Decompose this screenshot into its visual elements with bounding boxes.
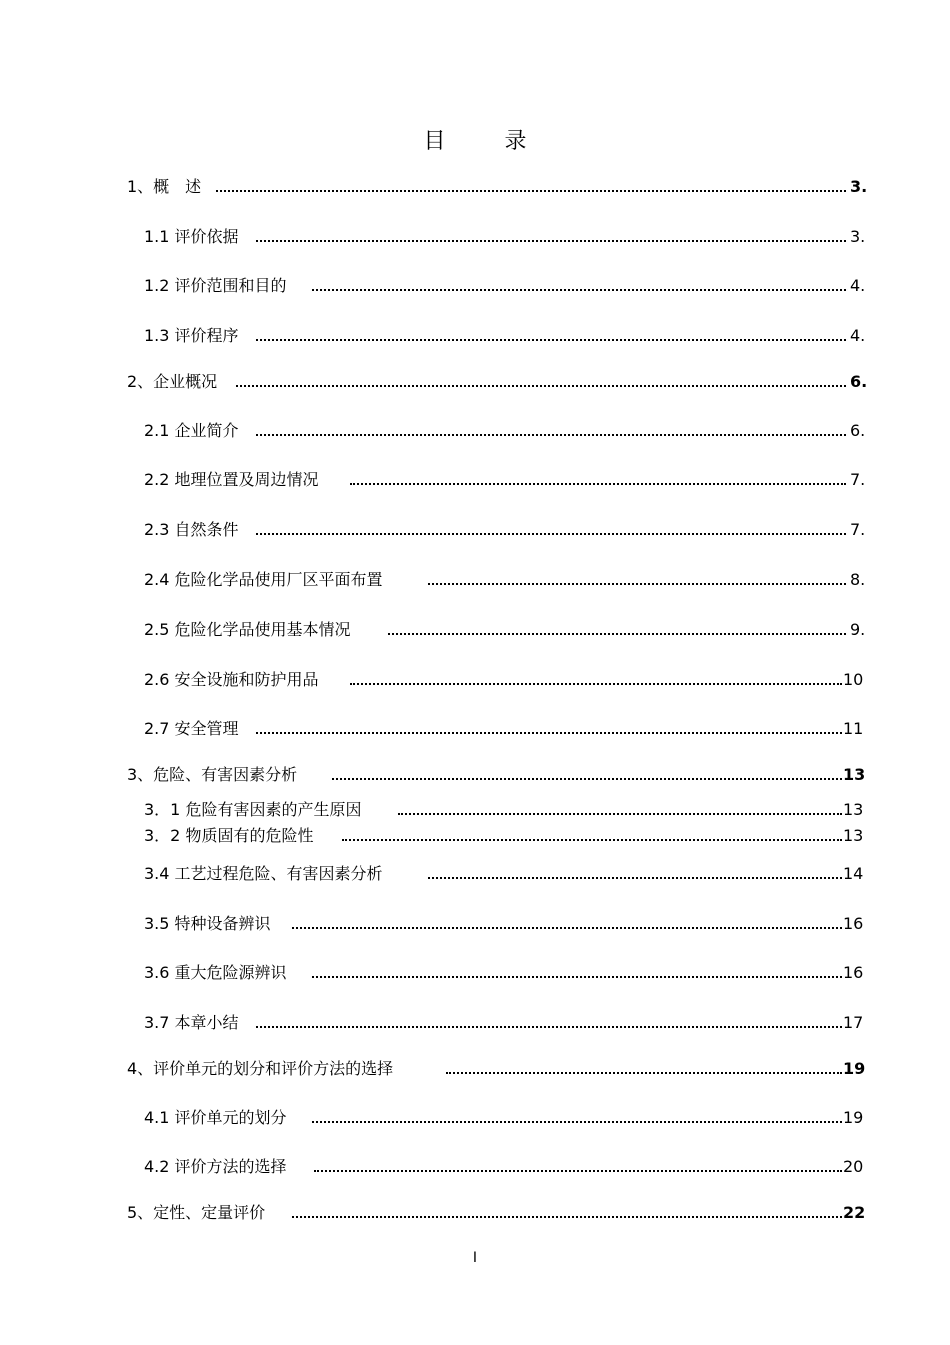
toc-entry-label: 1.1 评价依据	[144, 227, 239, 246]
toc-entry[interactable]	[0, 324, 950, 348]
toc-entry-page: 20	[843, 1157, 864, 1176]
toc-entry[interactable]	[0, 1155, 950, 1179]
toc-leader-dots	[314, 1170, 842, 1172]
toc-entry-page: 19	[843, 1059, 866, 1078]
toc-leader-dots	[388, 633, 846, 635]
toc-leader-dots	[332, 778, 842, 780]
toc-entry-label: 3．2 物质固有的危险性	[144, 826, 314, 845]
toc-entry[interactable]	[0, 798, 950, 822]
toc-entry[interactable]	[0, 468, 950, 492]
toc-entry-label: 3、危险、有害因素分析	[127, 765, 298, 784]
toc-entry-label: 3.4 工艺过程危险、有害因素分析	[144, 864, 383, 883]
toc-entry-label: 4、评价单元的划分和评价方法的选择	[127, 1059, 394, 1078]
toc-entry-label: 2.7 安全管理	[144, 719, 239, 738]
toc-entry[interactable]	[0, 175, 950, 199]
toc-entry[interactable]	[0, 274, 950, 298]
toc-entry-page: 4.	[850, 326, 866, 345]
toc-entry[interactable]	[0, 419, 950, 443]
toc-entry[interactable]	[0, 668, 950, 692]
toc-entry-page: 8.	[850, 570, 866, 589]
toc-entry-page: 13	[843, 765, 866, 784]
toc-leader-dots	[312, 1121, 842, 1123]
toc-entry-label: 5、定性、定量评价	[127, 1203, 266, 1222]
toc-entry-label: 4.1 评价单元的划分	[144, 1108, 287, 1127]
toc-entry-label: 2.1 企业简介	[144, 421, 239, 440]
toc-leader-dots	[428, 877, 842, 879]
toc-leader-dots	[256, 533, 846, 535]
toc-entry-label: 4.2 评价方法的选择	[144, 1157, 287, 1176]
toc-leader-dots	[312, 289, 846, 291]
toc-leader-dots	[256, 434, 846, 436]
toc-leader-dots	[428, 583, 846, 585]
toc-entry[interactable]	[0, 717, 950, 741]
toc-entry-label: 2.4 危险化学品使用厂区平面布置	[144, 570, 383, 589]
toc-entry-label: 2.3 自然条件	[144, 520, 239, 539]
toc-leader-dots	[446, 1072, 842, 1074]
toc-entry-page: 10	[843, 670, 864, 689]
toc-entry-label: 1、概 述	[127, 177, 202, 196]
toc-entry[interactable]	[0, 763, 950, 787]
toc-entry-page: 16	[843, 963, 864, 982]
toc-leader-dots	[312, 976, 842, 978]
toc-entry[interactable]	[0, 912, 950, 936]
toc-entry-page: 7.	[850, 470, 866, 489]
toc-entry-page: 22	[843, 1203, 866, 1222]
toc-leader-dots	[256, 339, 846, 341]
toc-entry-label: 3.7 本章小结	[144, 1013, 239, 1032]
toc-entry-page: 17	[843, 1013, 864, 1032]
toc-entry-page: 6.	[850, 372, 868, 391]
toc-entry-label: 3.5 特种设备辨识	[144, 914, 271, 933]
toc-title: 目 录	[423, 129, 553, 154]
toc-leader-dots	[236, 385, 846, 387]
toc-entry[interactable]	[0, 824, 950, 848]
toc-entry-page: 3.	[850, 227, 866, 246]
page-number-footer: I	[472, 1250, 478, 1266]
toc-entry[interactable]	[0, 1057, 950, 1081]
toc-entry-page: 6.	[850, 421, 866, 440]
toc-entry-page: 19	[843, 1108, 864, 1127]
toc-entry-page: 13	[843, 800, 864, 819]
toc-entry-page: 3.	[850, 177, 868, 196]
toc-entry-page: 11	[843, 719, 864, 738]
toc-entry-label: 1.2 评价范围和目的	[144, 276, 287, 295]
toc-entry-page: 9.	[850, 620, 866, 639]
toc-entry[interactable]	[0, 518, 950, 542]
toc-entry-page: 4.	[850, 276, 866, 295]
toc-leader-dots	[256, 1026, 842, 1028]
toc-leader-dots	[350, 683, 842, 685]
toc-entry[interactable]	[0, 568, 950, 592]
toc-leader-dots	[292, 927, 842, 929]
toc-leader-dots	[216, 190, 846, 192]
toc-entry-label: 1.3 评价程序	[144, 326, 239, 345]
toc-entry-page: 16	[843, 914, 864, 933]
toc-entry[interactable]	[0, 1011, 950, 1035]
toc-entry-label: 2.5 危险化学品使用基本情况	[144, 620, 351, 639]
toc-leader-dots	[292, 1216, 842, 1218]
toc-leader-dots	[350, 483, 846, 485]
toc-entry[interactable]	[0, 1106, 950, 1130]
toc-entry-page: 13	[843, 826, 864, 845]
toc-entry-label: 2.6 安全设施和防护用品	[144, 670, 319, 689]
toc-entry-label: 2、企业概况	[127, 372, 218, 391]
toc-entry-label: 3．1 危险有害因素的产生原因	[144, 800, 362, 819]
toc-leader-dots	[342, 839, 842, 841]
toc-entry[interactable]	[0, 370, 950, 394]
toc-entry[interactable]	[0, 862, 950, 886]
toc-leader-dots	[398, 813, 842, 815]
toc-entry-label: 3.6 重大危险源辨识	[144, 963, 287, 982]
toc-entry-page: 7.	[850, 520, 866, 539]
toc-entry-label: 2.2 地理位置及周边情况	[144, 470, 319, 489]
toc-entry-page: 14	[843, 864, 864, 883]
toc-entry[interactable]	[0, 961, 950, 985]
toc-entry[interactable]	[0, 1201, 950, 1225]
toc-leader-dots	[256, 732, 842, 734]
toc-entry[interactable]	[0, 618, 950, 642]
toc-entry[interactable]	[0, 225, 950, 249]
toc-leader-dots	[256, 240, 846, 242]
